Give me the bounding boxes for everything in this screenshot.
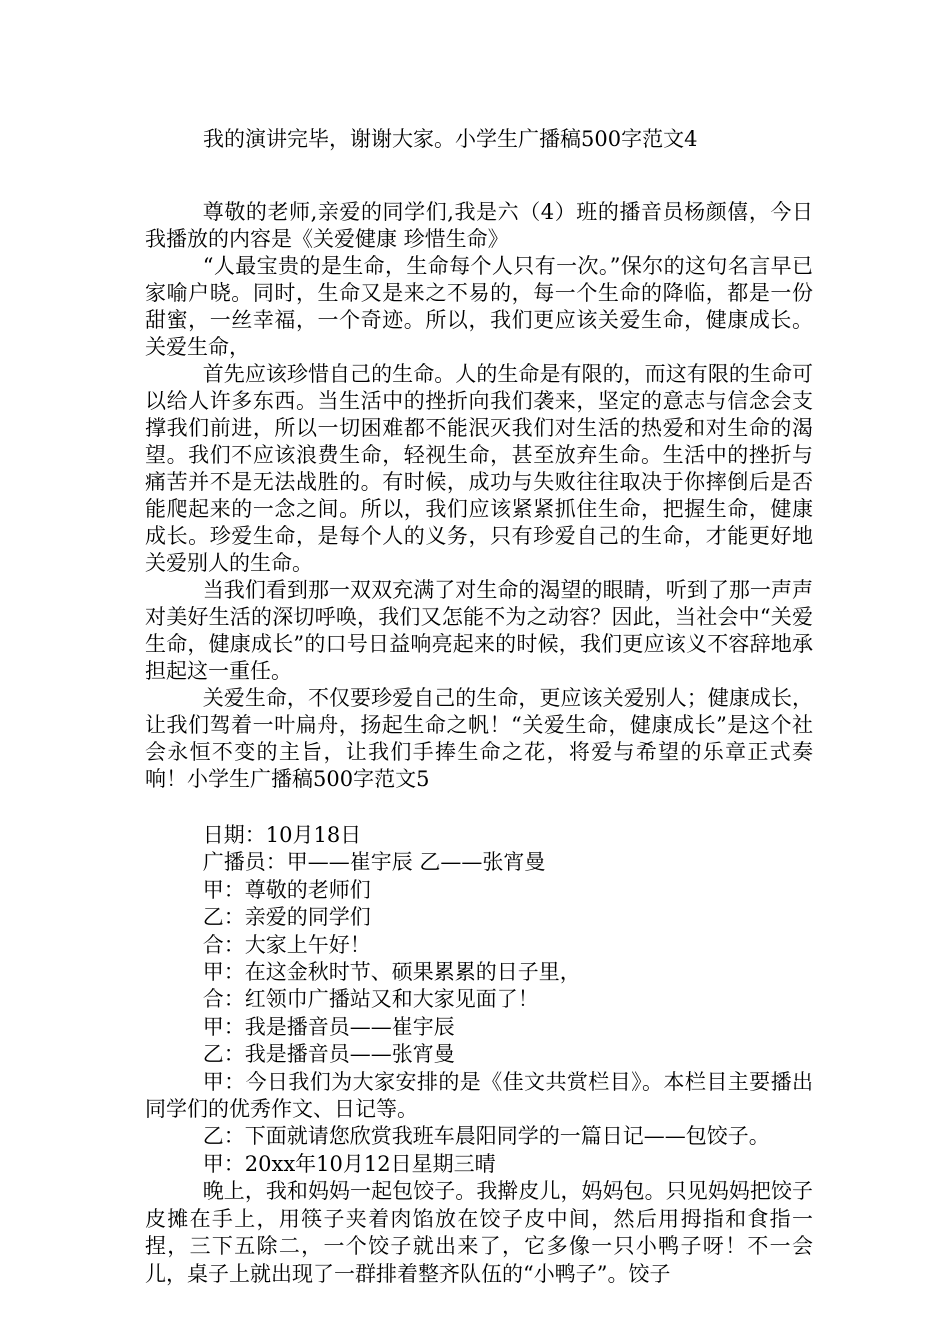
section-closing-line: 我的演讲完毕，谢谢大家。小学生广播稿500字范文4 xyxy=(203,127,698,151)
broadcast-date: 日期：10月18日 xyxy=(202,823,362,847)
paragraph: 关爱生命，不仅要珍爱自己的生命，更应该关爱别人；健康成长，让我们驾着一叶扁舟，扬起生命之帆！“关爱生命，健康成长”是这个社会永恒不变的主旨，让我们手捧生命之花，将爱与希望的乐章正式奏响！小学生广播稿500字范文5 xyxy=(145,686,813,791)
dialogue-line: 甲：尊敬的老师们 xyxy=(202,877,371,902)
dialogue-line: 甲：我是播音员——崔宇辰 xyxy=(202,1014,455,1039)
dialogue-line: 合：红领巾广播站又和大家见面了！ xyxy=(202,987,539,1012)
dialogue-line: 合：大家上午好！ xyxy=(202,932,371,957)
paragraph: 尊敬的老师,亲爱的同学们,我是六（4）班的播音员杨颜僖，今日我播放的内容是《关爱健康 珍惜生命》 xyxy=(145,200,813,251)
dialogue-line: 乙：下面就请您欣赏我班车晨阳同学的一篇日记——包饺子。 xyxy=(202,1124,770,1149)
paragraph: 当我们看到那一双双充满了对生命的渴望的眼睛，听到了那一声声对美好生活的深切呼唤，我们又怎能不为之动容？因此，当社会中“关爱生命，健康成长”的口号日益响亮起来的时候，我们更应该义不容辞地承担起这一重任。 xyxy=(145,578,813,683)
dialogue-line: 甲：在这金秋时节、硕果累累的日子里， xyxy=(202,960,581,985)
paragraph: “人最宝贵的是生命，生命每个人只有一次。”保尔的这句名言早已家喻户晓。同时，生命又是来之不易的，每一个生命的降临，都是一份甜蜜，一丝幸福，一个奇迹。所以，我们更应该关爱生命，健康成长。 关爱生命， xyxy=(145,254,813,359)
speech-4-body xyxy=(145,199,813,793)
broadcasters-line: 广播员：甲——崔宇辰 乙——张宵曼 xyxy=(202,850,546,875)
paragraph: 首先应该珍惜自己的生命。人的生命是有限的，而这有限的生命可以给人许多东西。当生活中的挫折向我们袭来，坚定的意志与信念会支撑我们前进，所以一切困难都不能泯灭我们对生活的热爱和对生命的渴望。我们不应该浪费生命，轻视生命，甚至放弃生命。生活中的挫折与痛苦并不是无法战胜的。有时候，成功与失败往往取决于你摔倒后是否能爬起来的一念之间。所以，我们应该紧紧抓住生命，把握生命，健康成长。珍爱生命，是每个人的义务，只有珍爱自己的生命，才能更好地关爱别人的生命。 xyxy=(145,362,813,575)
speech-5-body xyxy=(145,822,813,1288)
dialogue-line: 乙：我是播音员——张宵曼 xyxy=(202,1042,455,1067)
dialogue-line: 甲：今日我们为大家安排的是《佳文共赏栏目》。本栏目主要播出同学们的优秀作文、日记等。 xyxy=(145,1069,813,1122)
diary-date-line: 甲：20xx年10月12日星期三晴 xyxy=(202,1151,496,1176)
dialogue-line: 乙：亲爱的同学们 xyxy=(202,905,371,930)
diary-paragraph: 晚上，我和妈妈一起包饺子。我擀皮儿，妈妈包。只见妈妈把饺子皮摊在手上，用筷子夹着肉馅放在饺子皮中间，然后用拇指和食指一捏，三下五除二，一个饺子就出来了，它多像一只小鸭子呀！不一会儿，桌子上就出现了一群排着整齐队伍的“小鸭子”。饺子 xyxy=(145,1179,813,1286)
